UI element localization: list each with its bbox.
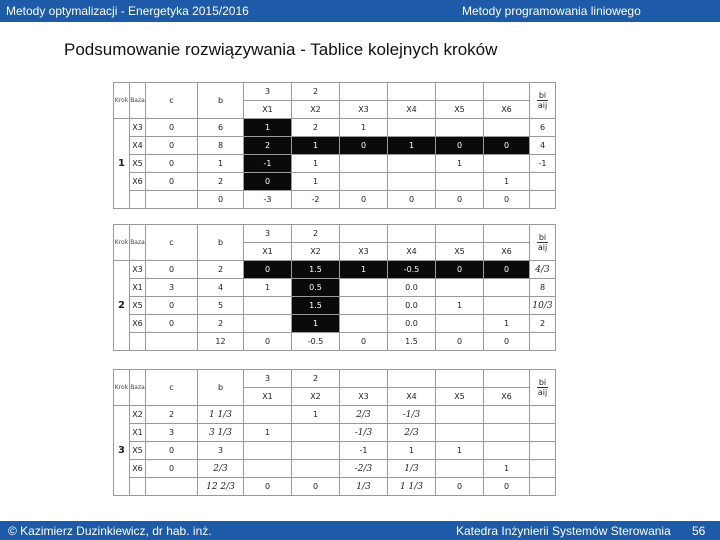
rhs-value: 5	[198, 297, 244, 315]
col-header-c: c	[146, 83, 198, 119]
objective-value: 0	[198, 191, 244, 209]
simplex-tableau-1	[113, 82, 556, 209]
reduced-cost: 0	[244, 333, 292, 351]
reduced-cost: 0	[244, 478, 292, 496]
cost-coefficient	[484, 83, 530, 101]
cost-coefficient	[436, 83, 484, 101]
simplex-tableau-3	[113, 369, 556, 496]
variable-header: X3	[340, 243, 388, 261]
tableau-cell	[436, 406, 484, 424]
footer-bar	[0, 521, 720, 540]
rhs-value: 2	[198, 261, 244, 279]
rhs-value: 3 1/3	[198, 424, 244, 442]
ratio-value: 2	[530, 315, 556, 333]
basis-cost: 0	[146, 315, 198, 333]
tableau-cell: 1	[484, 315, 530, 333]
table-row	[114, 424, 556, 442]
ratio-denominator: aij	[537, 388, 548, 397]
basis-cost: 0	[146, 460, 198, 478]
tableau-cell	[484, 442, 530, 460]
tableau-cell: 1/3	[388, 460, 436, 478]
tableau-cell	[484, 297, 530, 315]
basis-variable: X5	[130, 155, 146, 173]
tableau-cell	[484, 279, 530, 297]
reduced-cost: 0	[436, 333, 484, 351]
cost-coefficient	[388, 225, 436, 243]
tableau-cell: -1	[244, 155, 292, 173]
tableau-cell: -1/3	[340, 424, 388, 442]
basis-cost: 0	[146, 297, 198, 315]
tableau-cell	[388, 155, 436, 173]
objective-row	[114, 333, 556, 351]
tableau-cell: 0.5	[292, 279, 340, 297]
cost-coefficient	[484, 225, 530, 243]
tableau-cell: 1	[292, 406, 340, 424]
tableau-cell: 2	[244, 137, 292, 155]
tableau-cell	[244, 442, 292, 460]
cost-coefficient	[436, 225, 484, 243]
table-row	[114, 442, 556, 460]
rhs-value: 2	[198, 173, 244, 191]
department: Katedra Inżynierii Systemów Sterowania	[456, 524, 671, 538]
tableau-cell: 1	[388, 442, 436, 460]
basis-cost: 0	[146, 173, 198, 191]
tableau-cell: 1	[292, 173, 340, 191]
objective-ratio	[530, 478, 556, 496]
tableau-cell: 0	[244, 173, 292, 191]
cost-coefficient	[388, 83, 436, 101]
table-row	[114, 279, 556, 297]
tableau-cell	[436, 173, 484, 191]
tableau-cell: 1	[244, 424, 292, 442]
tableau-cell	[244, 406, 292, 424]
variable-header: X2	[292, 388, 340, 406]
tableau-cell: 0	[436, 261, 484, 279]
cost-coefficient: 3	[244, 370, 292, 388]
cost-coefficient: 3	[244, 225, 292, 243]
objective-c	[146, 191, 198, 209]
tableau-cell	[484, 406, 530, 424]
objective-base	[130, 478, 146, 496]
reduced-cost: 0	[436, 191, 484, 209]
tableau-cell: 0	[340, 137, 388, 155]
header-bar	[0, 0, 720, 22]
basis-variable: X6	[130, 173, 146, 191]
tableau-cell: 2/3	[388, 424, 436, 442]
basis-variable: X6	[130, 460, 146, 478]
basis-cost: 3	[146, 279, 198, 297]
tableau-cell: 0.0	[388, 297, 436, 315]
basis-variable: X1	[130, 424, 146, 442]
table-row	[114, 173, 556, 191]
tableau-cell: -1/3	[388, 406, 436, 424]
objective-c	[146, 333, 198, 351]
ratio-value: 10/3	[530, 297, 556, 315]
basis-cost: 0	[146, 119, 198, 137]
variable-header: X1	[244, 101, 292, 119]
objective-base	[130, 333, 146, 351]
tableau-cell: 1	[436, 297, 484, 315]
table-row	[114, 119, 556, 137]
reduced-cost: -0.5	[292, 333, 340, 351]
simplex-tableau-2	[113, 224, 556, 351]
ratio-value: -1	[530, 155, 556, 173]
table-row	[114, 315, 556, 333]
tableau-cell: 1	[436, 155, 484, 173]
tableau-cell	[340, 297, 388, 315]
variable-header: X6	[484, 388, 530, 406]
table-row	[114, 460, 556, 478]
rhs-value: 2/3	[198, 460, 244, 478]
objective-row	[114, 478, 556, 496]
reduced-cost: 0	[484, 478, 530, 496]
variable-header: X1	[244, 243, 292, 261]
ratio-value	[530, 460, 556, 478]
cost-coefficient	[340, 370, 388, 388]
tableau-cell: 1	[340, 261, 388, 279]
variable-header: X4	[388, 243, 436, 261]
reduced-cost: 0	[484, 191, 530, 209]
basis-variable: X3	[130, 261, 146, 279]
course-title: Metody optymalizacji - Energetyka 2015/2016	[6, 4, 249, 18]
rhs-value: 6	[198, 119, 244, 137]
iteration-number: 1	[114, 119, 130, 209]
rhs-value: 8	[198, 137, 244, 155]
col-header-krok: Krok	[114, 83, 130, 119]
tableau-cell: 0.0	[388, 315, 436, 333]
reduced-cost: 1.5	[388, 333, 436, 351]
basis-cost: 2	[146, 406, 198, 424]
col-header-c: c	[146, 225, 198, 261]
ratio-value	[530, 406, 556, 424]
tableau-cell	[436, 424, 484, 442]
tableau-cell: 1	[244, 119, 292, 137]
reduced-cost: 0	[388, 191, 436, 209]
basis-cost: 0	[146, 261, 198, 279]
objective-value: 12	[198, 333, 244, 351]
variable-header: X6	[484, 101, 530, 119]
tableau-cell: 1	[436, 442, 484, 460]
tableau-cell: 1.5	[292, 297, 340, 315]
tableau-cell: 1	[292, 315, 340, 333]
tableau-cell	[292, 424, 340, 442]
iteration-number: 2	[114, 261, 130, 351]
ratio-numerator: bi	[538, 91, 547, 100]
tableau-cell: 1	[484, 173, 530, 191]
cost-coefficient: 2	[292, 83, 340, 101]
variable-header: X3	[340, 101, 388, 119]
tableau-cell	[292, 460, 340, 478]
basis-variable: X5	[130, 442, 146, 460]
basis-variable: X3	[130, 119, 146, 137]
variable-header: X4	[388, 388, 436, 406]
basis-variable: X6	[130, 315, 146, 333]
objective-value: 12 2/3	[198, 478, 244, 496]
ratio-value: 4	[530, 137, 556, 155]
variable-header: X5	[436, 101, 484, 119]
col-header-krok: Krok	[114, 370, 130, 406]
ratio-numerator: bi	[538, 378, 547, 387]
objective-row	[114, 191, 556, 209]
tableau-cell	[436, 315, 484, 333]
basis-cost: 0	[146, 442, 198, 460]
tableau-cell	[292, 442, 340, 460]
tableau-cell: 1.5	[292, 261, 340, 279]
ratio-denominator: aij	[537, 101, 548, 110]
rhs-value: 3	[198, 442, 244, 460]
cost-coefficient	[484, 370, 530, 388]
rhs-value: 4	[198, 279, 244, 297]
tableau-cell: 0	[436, 137, 484, 155]
tableau-cell	[436, 279, 484, 297]
ratio-value	[530, 173, 556, 191]
col-header-c: c	[146, 370, 198, 406]
col-header-b: b	[198, 225, 244, 261]
col-header-baza: Baza	[130, 370, 146, 406]
basis-cost: 3	[146, 424, 198, 442]
tableau-cell	[484, 424, 530, 442]
iteration-number: 3	[114, 406, 130, 496]
reduced-cost: 0	[436, 478, 484, 496]
tableau-cell	[340, 173, 388, 191]
variable-header: X2	[292, 243, 340, 261]
tableau-cell: 0.0	[388, 279, 436, 297]
ratio-value	[530, 424, 556, 442]
tableau-cell	[340, 155, 388, 173]
cost-coefficient	[340, 225, 388, 243]
tableau-cell: 2	[292, 119, 340, 137]
objective-ratio	[530, 191, 556, 209]
tableau-cell: 0	[484, 137, 530, 155]
cost-coefficient	[436, 370, 484, 388]
basis-cost: 0	[146, 137, 198, 155]
tableau-cell	[340, 279, 388, 297]
ratio-numerator: bi	[538, 233, 547, 242]
tableau-cell: 0	[244, 261, 292, 279]
objective-ratio	[530, 333, 556, 351]
reduced-cost: 1/3	[340, 478, 388, 496]
col-header-b: b	[198, 370, 244, 406]
cost-coefficient: 3	[244, 83, 292, 101]
variable-header: X5	[436, 243, 484, 261]
slide-title: Podsumowanie rozwiązywania - Tablice kolejnych kroków	[64, 40, 498, 59]
cost-coefficient	[340, 83, 388, 101]
tableau-cell	[484, 119, 530, 137]
tableau-cell: 1	[388, 137, 436, 155]
tableau-cell	[436, 119, 484, 137]
tableau-cell: 1	[292, 137, 340, 155]
variable-header: X1	[244, 388, 292, 406]
basis-variable: X4	[130, 137, 146, 155]
tableau-cell	[244, 315, 292, 333]
variable-header: X4	[388, 101, 436, 119]
tableau-cell: 1	[340, 119, 388, 137]
cost-coefficient: 2	[292, 370, 340, 388]
author: © Kazimierz Duzinkiewicz, dr hab. inż.	[8, 524, 212, 538]
tableau-cell	[484, 155, 530, 173]
basis-variable: X1	[130, 279, 146, 297]
col-header-krok: Krok	[114, 225, 130, 261]
cost-coefficient: 2	[292, 225, 340, 243]
tableau-cell: 1	[244, 279, 292, 297]
tableau-cell: -2/3	[340, 460, 388, 478]
col-header-b: b	[198, 83, 244, 119]
reduced-cost: 0	[340, 191, 388, 209]
tableau-cell: 0	[484, 261, 530, 279]
rhs-value: 2	[198, 315, 244, 333]
tableau-cell: 1	[292, 155, 340, 173]
tableau-cell	[340, 315, 388, 333]
table-row	[114, 155, 556, 173]
col-header-baza: Baza	[130, 83, 146, 119]
reduced-cost: 1 1/3	[388, 478, 436, 496]
tableau-cell	[436, 460, 484, 478]
rhs-value: 1	[198, 155, 244, 173]
variable-header: X3	[340, 388, 388, 406]
col-header-ratio	[530, 225, 556, 261]
tableau-cell: 2/3	[340, 406, 388, 424]
reduced-cost: -3	[244, 191, 292, 209]
ratio-value	[530, 442, 556, 460]
tableau-cell	[244, 460, 292, 478]
col-header-baza: Baza	[130, 225, 146, 261]
col-header-ratio	[530, 370, 556, 406]
tableau-cell	[244, 297, 292, 315]
reduced-cost: 0	[484, 333, 530, 351]
tableau-cell: -0.5	[388, 261, 436, 279]
rhs-value: 1 1/3	[198, 406, 244, 424]
col-header-ratio	[530, 83, 556, 119]
tableau-cell: 1	[484, 460, 530, 478]
objective-base	[130, 191, 146, 209]
table-row	[114, 261, 556, 279]
reduced-cost: 0	[292, 478, 340, 496]
tableau-cell: -1	[340, 442, 388, 460]
variable-header: X2	[292, 101, 340, 119]
tableau-cell	[388, 119, 436, 137]
basis-variable: X2	[130, 406, 146, 424]
table-row	[114, 406, 556, 424]
objective-c	[146, 478, 198, 496]
ratio-denominator: aij	[537, 243, 548, 252]
variable-header: X5	[436, 388, 484, 406]
table-row	[114, 137, 556, 155]
reduced-cost: 0	[340, 333, 388, 351]
tableau-cell	[388, 173, 436, 191]
page-number: 56	[692, 524, 706, 538]
reduced-cost: -2	[292, 191, 340, 209]
table-row	[114, 297, 556, 315]
basis-variable: X5	[130, 297, 146, 315]
topic-title: Metody programowania liniowego	[462, 4, 641, 18]
basis-cost: 0	[146, 155, 198, 173]
ratio-value: 4/3	[530, 261, 556, 279]
ratio-value: 6	[530, 119, 556, 137]
cost-coefficient	[388, 370, 436, 388]
ratio-value: 8	[530, 279, 556, 297]
variable-header: X6	[484, 243, 530, 261]
